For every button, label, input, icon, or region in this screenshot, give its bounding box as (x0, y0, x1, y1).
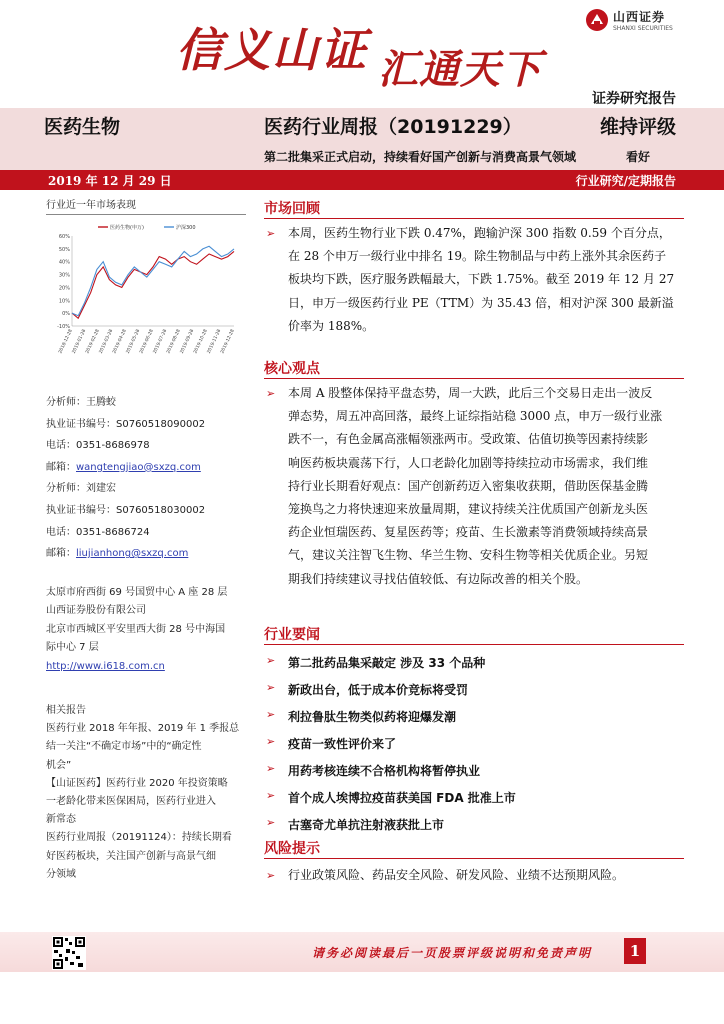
sidebar (46, 196, 246, 880)
section-title-review: 市场回顾 (264, 201, 320, 217)
news-item: ➢ 用药考核连续不合格机构将暂停执业 (266, 762, 481, 778)
section-title-news: 行业要闻 (264, 627, 320, 643)
analyst-phone: 电话：0351-8686724 (46, 526, 150, 538)
x-tick-label: 2019-09-28 (179, 328, 196, 355)
view-line: 期我们持续建议寻找估值较低、有边际改善的相关个股。 (288, 571, 589, 586)
x-tick-label: 2019-04-28 (112, 328, 128, 355)
arrow-bullet-icon: ➢ (266, 708, 276, 721)
review-line: 板块均下跌，医疗服务跌幅最大，下跌 1.75%。截至 2019 年 12 月 27 (288, 272, 675, 287)
section-rule (264, 858, 684, 859)
x-tick-label: 2019-08-28 (166, 328, 182, 355)
view-line: 药企业恒瑞医药、复星医药等；疫苗、生长激素等消费领域持续高景 (288, 525, 649, 540)
view-line: 气，建议关注智飞生物、华兰生物、安科生物等相关优质企业。另短 (288, 548, 649, 563)
rating-value: 看好 (626, 150, 651, 164)
view-line: 弹态势，周五冲高回落，最终上证综指站稳 3000 点，申万一级行业涨 (288, 409, 663, 424)
related-line: 医药行业 2018 年年报、2019 年 1 季报总 (46, 723, 240, 735)
news-item: ➢ 疫苗一致性评价来了 (266, 735, 397, 751)
qr-code-icon[interactable] (52, 936, 86, 970)
review-paragraph (264, 222, 684, 338)
series-line (72, 251, 234, 318)
related-line: 结一关注“不确定市场”中的“确定性 (46, 741, 202, 753)
analyst-email-link[interactable]: liujianhong@sxzq.com (76, 548, 189, 560)
section-rule (264, 218, 684, 219)
related-title: 相关报告 (46, 705, 86, 716)
address-line: 际中心 7 层 (46, 642, 99, 654)
review-line: 价率为 188%。 (288, 318, 375, 333)
arrow-bullet-icon: ➢ (266, 869, 276, 882)
x-tick-label: 2019-11-28 (206, 328, 223, 355)
arrow-bullet-icon: ➢ (266, 227, 276, 240)
view-line: 跌不一，有色金属高涨幅领涨两市。受政策、估值切换等因素持续影 (288, 432, 649, 447)
legend-label: 沪深300 (176, 225, 196, 231)
related-line: 一老龄化带来医保困局，医药行业进入 (46, 796, 216, 808)
brand-logo (585, 8, 673, 32)
report-subtitle: 第二批集采正式启动，持续看好国产创新与消费高景气领域 (264, 150, 577, 164)
risk-text: 行业政策风险、药品安全风险、研发风险、业绩不达预期风险。 (288, 868, 625, 882)
y-tick-label: 0% (62, 311, 70, 318)
email-label: 邮箱： (46, 461, 76, 473)
related-reports (46, 702, 246, 884)
analyst-email-row (46, 543, 246, 565)
news-item: ➢ 古塞奇尤单抗注射液获批上市 (266, 816, 445, 832)
slogan-part1: 信义山证 (176, 23, 368, 77)
address-line: 山西证券股份有限公司 (46, 605, 146, 617)
section-title-view: 核心观点 (264, 361, 320, 377)
page-number: 1 (624, 938, 646, 964)
y-tick-label: 20% (58, 285, 70, 292)
y-tick-label: -10% (57, 324, 70, 330)
section-title-risk: 风险提示 (264, 841, 320, 857)
analyst-cert: 执业证书编号：S0760518030002 (46, 504, 206, 516)
x-tick-label: 2019-10-28 (193, 328, 209, 355)
section-rule (264, 644, 684, 645)
analyst-name: 分析师：王腾蛟 (46, 397, 116, 408)
section-rule (264, 378, 684, 379)
address-line: 北京市西城区平安里西大街 28 号中海国 (46, 623, 226, 635)
series-line (72, 246, 234, 315)
email-label: 邮箱： (46, 548, 76, 560)
performance-chart (46, 216, 242, 366)
x-tick-label: 2019-01-28 (71, 328, 88, 355)
brand-name-en: SHANXI SECURITIES (613, 25, 673, 32)
y-tick-label: 40% (58, 259, 70, 266)
y-tick-label: 30% (58, 272, 70, 279)
related-line: 好医药板块，关注国产创新与高景气细 (46, 850, 216, 862)
y-tick-label: 60% (58, 234, 70, 240)
address-line: 太原市府西街 69 号国贸中心 A 座 28 层 (46, 587, 228, 598)
x-tick-label: 2019-07-28 (152, 328, 169, 355)
perf-chart-title: 行业近一年市场表现 (46, 196, 246, 215)
view-paragraph (264, 382, 684, 591)
arrow-bullet-icon: ➢ (266, 735, 276, 748)
arrow-bullet-icon: ➢ (266, 762, 276, 775)
related-line: 新常态 (46, 814, 76, 826)
x-tick-label: 2018-12-28 (58, 328, 74, 355)
news-item: ➢ 第二批药品集采敲定 涉及 33 个品种 (266, 654, 486, 670)
analyst-phone: 电话：0351-8686978 (46, 440, 150, 452)
view-line: 响医药板块震荡下行，人口老龄化加剧等持续拉动市场需求，我们维 (288, 455, 649, 470)
rating-label: 维持评级 (600, 116, 677, 138)
analyst-email-link[interactable]: wangtengjiao@sxzq.com (76, 461, 201, 473)
news-item: ➢ 新政出台，低于成本价竞标将受罚 (266, 681, 469, 697)
related-line: 医药行业周报（20191124）：持续长期看 (46, 832, 232, 844)
x-tick-label: 2019-02-28 (85, 328, 101, 355)
related-line: 分领域 (46, 868, 76, 880)
related-line: 【山证医药】医药行业 2020 年投资策略 (46, 777, 228, 789)
x-tick-label: 2019-12-28 (220, 328, 236, 355)
disclaimer-text: 请务必阅读最后一页股票评级说明和免责声明 (312, 946, 593, 960)
legend-label: 医药生物(申万) (110, 225, 144, 231)
company-address (46, 584, 242, 676)
x-tick-label: 2019-05-28 (125, 328, 142, 355)
analyst-contacts (46, 392, 246, 565)
x-tick-label: 2019-03-28 (98, 328, 115, 355)
view-line: 本周 A 股整体保持平盘态势，周一大跌，此后三个交易日走出一波反 (288, 386, 653, 400)
news-item: ➢ 首个成人埃博拉疫苗获美国 FDA 批准上市 (266, 789, 516, 805)
brand-name: 山西证券 (613, 10, 666, 24)
analyst-email-row (46, 457, 246, 479)
arrow-bullet-icon: ➢ (266, 387, 276, 400)
website-link[interactable]: http://www.i618.com.cn (46, 660, 165, 672)
slogan-part2: 汇通天下 (378, 46, 542, 93)
x-tick-label: 2019-06-28 (139, 328, 155, 355)
arrow-bullet-icon: ➢ (266, 789, 276, 802)
news-item: ➢ 利拉鲁肽生物类似药将迎爆发潮 (266, 708, 457, 724)
related-line: 机会” (46, 759, 72, 771)
arrow-bullet-icon: ➢ (266, 816, 276, 829)
main-content (264, 196, 684, 886)
report-title: 医药行业周报（20191229） (264, 116, 522, 138)
review-line: 在 28 个申万一级行业中排名 19。除生物制品与中药上涨外其余医药子 (288, 249, 666, 264)
sector-label: 医药生物 (44, 116, 121, 138)
report-date: 2019 年 12 月 29 日 (48, 174, 172, 188)
arrow-bullet-icon: ➢ (266, 654, 276, 667)
logo-icon (585, 8, 609, 32)
view-line: 持行业长期看好观点：国产创新药迈入密集收获期，借助医保基金腾 (288, 478, 649, 493)
analyst-cert: 执业证书编号：S0760518090002 (46, 418, 206, 430)
report-type: 证券研究报告 (592, 91, 676, 107)
review-line: 本周，医药生物行业下跌 0.47%，跑输沪深 300 指数 0.59 个百分点， (288, 226, 671, 240)
arrow-bullet-icon: ➢ (266, 681, 276, 694)
analyst-name: 分析师：刘建宏 (46, 483, 116, 495)
y-tick-label: 10% (58, 298, 70, 305)
view-line: 笼换鸟之力将快速迎来放量周期，建议持续关注优质国产创新龙头医 (288, 502, 649, 517)
report-category: 行业研究/定期报告 (575, 174, 676, 188)
review-line: 日，申万一级医药行业 PE（TTM）为 35.43 倍，相对沪深 300 最新溢 (288, 295, 674, 310)
risk-paragraph (264, 864, 684, 887)
y-tick-label: 50% (58, 246, 70, 253)
